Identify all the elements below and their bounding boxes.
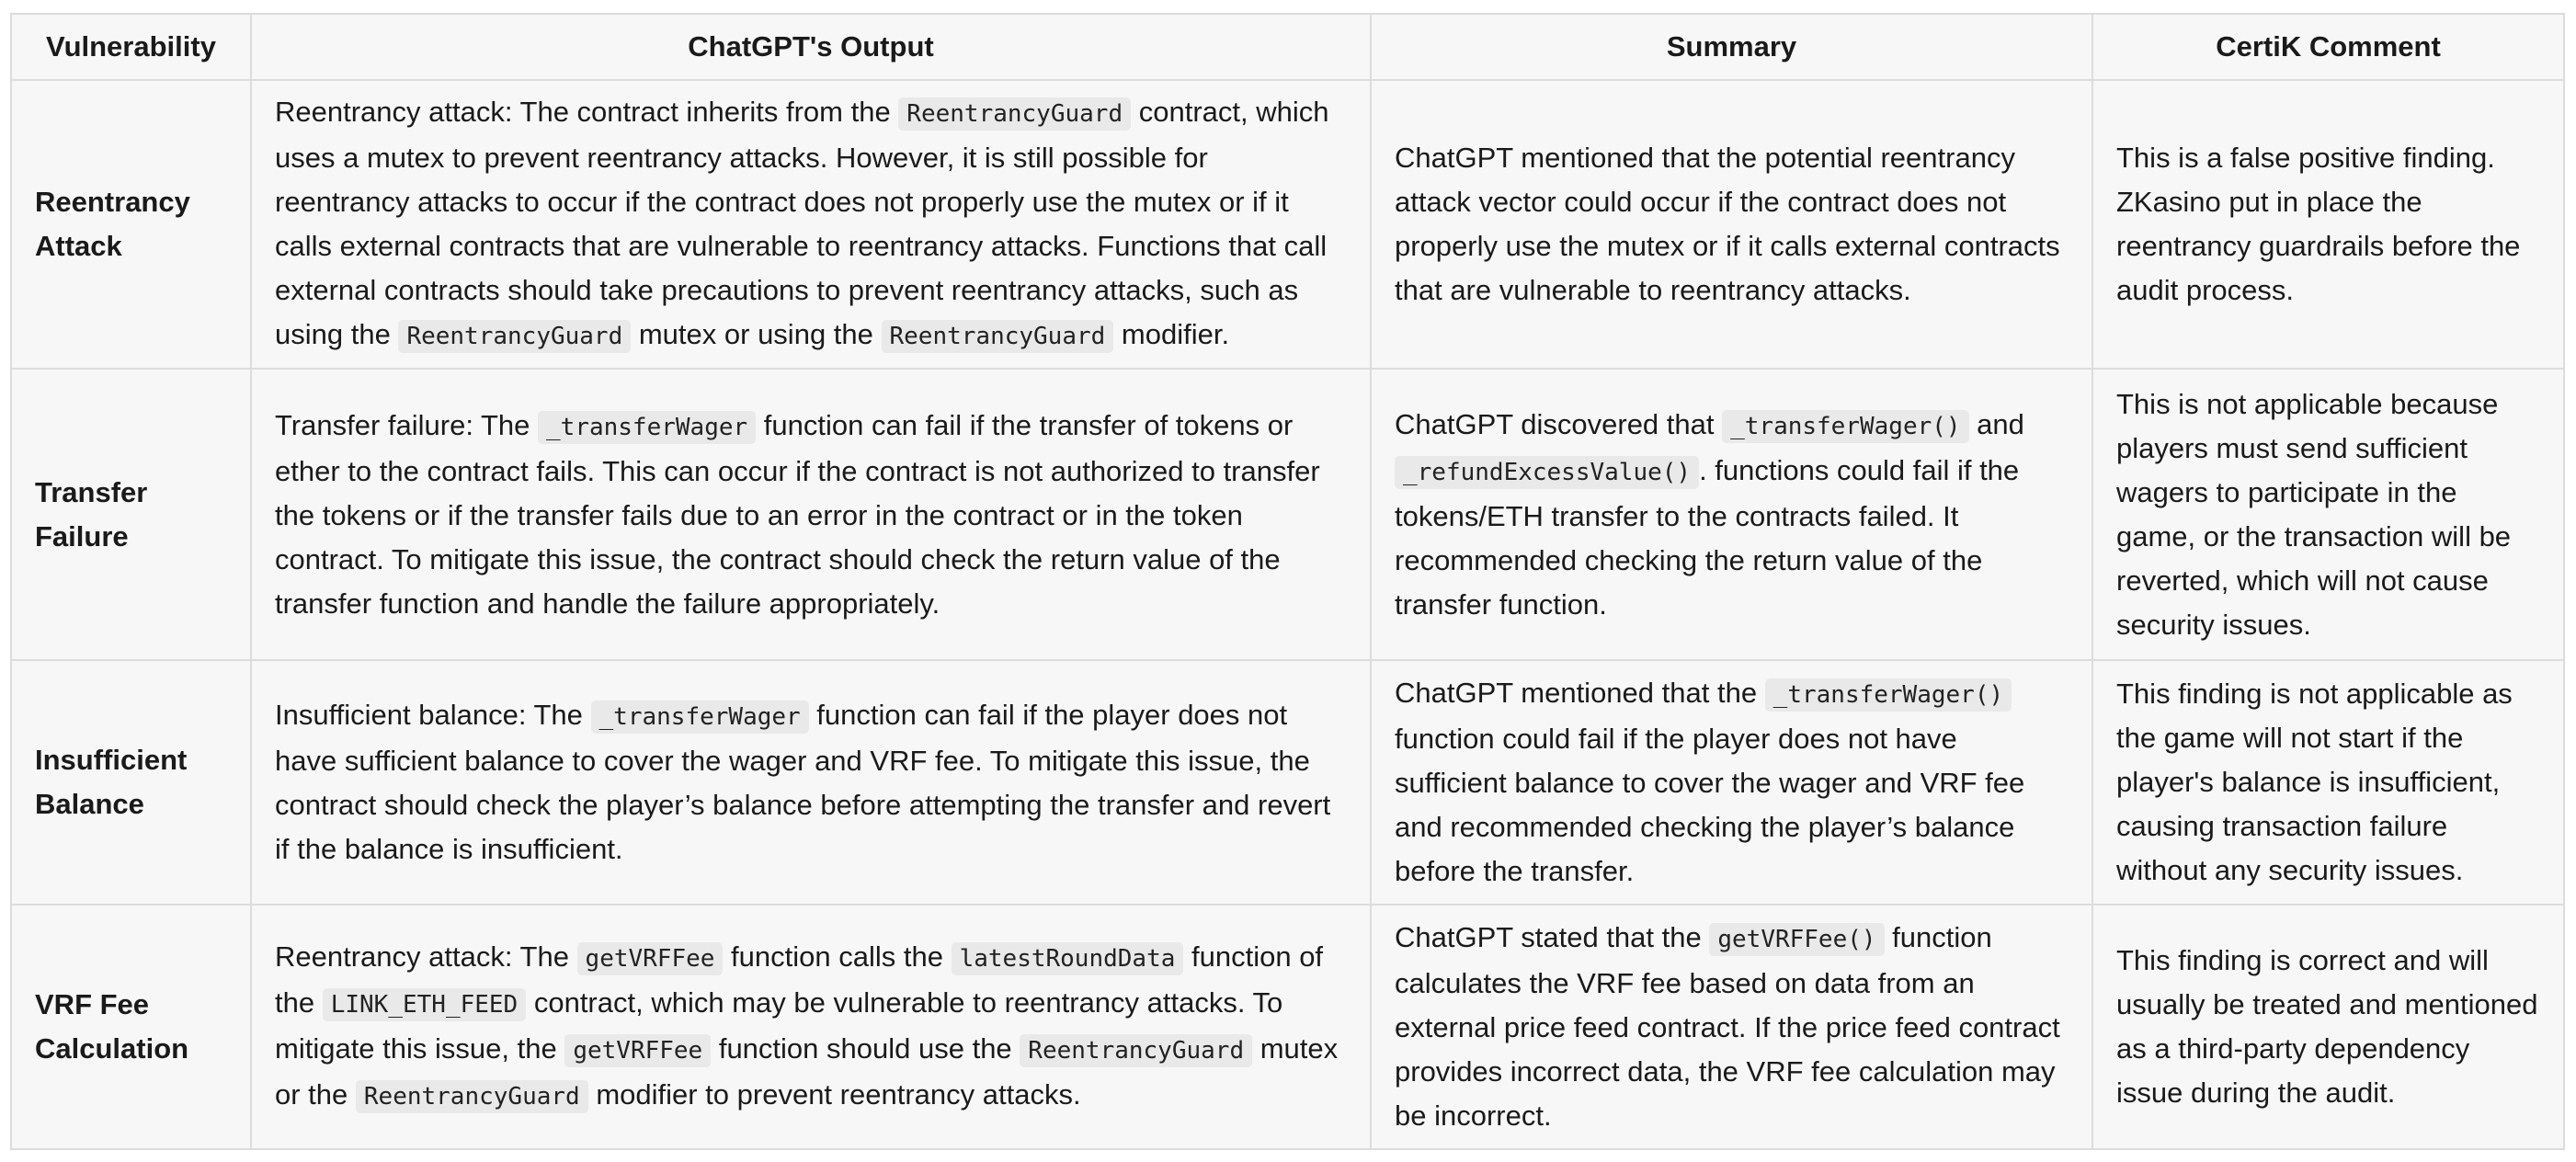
- output-text: Reentrancy attack: The contract inherits from the: [275, 96, 899, 128]
- code-snippet: getVRFFee: [577, 942, 724, 975]
- output-text: function should use the: [711, 1032, 1020, 1065]
- code-snippet: LINK_ETH_FEED: [323, 988, 527, 1021]
- vulnerability-name-line: Calculation: [35, 1032, 189, 1065]
- code-snippet: ReentrancyGuard: [1020, 1034, 1252, 1067]
- code-snippet: _refundExcessValue(): [1395, 456, 1699, 489]
- output-text: contract, which uses a mutex to prevent reentrancy attacks. However, it is still possible for reentrancy attacks to occur if the contract does not properly use the mutex or if it calls external contracts that are vulnerable to reentrancy attacks. Functions that call external contracts should take precautions to prevent reentrancy attacks, such as using the: [275, 96, 1329, 350]
- vulnerability-name-line: Transfer: [35, 475, 148, 508]
- certik-comment-cell: This finding is not applicable as the game will not start if the player's balance is insufficient, causing transaction failure without any security issues.: [2092, 660, 2564, 905]
- code-snippet: ReentrancyGuard: [882, 320, 1114, 353]
- summary-cell: [1371, 369, 2092, 660]
- summary-text: . functions could fail if the tokens/ETH transfer to the contracts failed. It recommended checking the return value of the transfer function.: [1395, 453, 2020, 621]
- certik-comment-cell: This is not applicable because players must send sufficient wagers to participate in the game, or the transaction will be reverted, which will not cause security issues.: [2092, 369, 2564, 660]
- header-chatgpt-output: ChatGPT's Output: [251, 14, 1371, 80]
- output-text: Transfer failure: The: [275, 408, 539, 441]
- summary-text: ChatGPT stated that the: [1395, 921, 1710, 953]
- vulnerability-cell: [11, 369, 251, 660]
- output-text: contract, which may be vulnerable to reentrancy attacks. To mitigate this issue, the: [275, 986, 1283, 1065]
- output-text: function can fail if the player does not have sufficient balance to cover the wager and VRF fee. To mitigate this issue, the contract should check the player’s balance before attempting the transfer and revert if the balance is insufficient.: [275, 699, 1331, 865]
- table-row: [11, 660, 2564, 905]
- output-text: function of the: [275, 940, 1324, 1019]
- table-row: [11, 905, 2564, 1149]
- summary-text: ChatGPT discovered that: [1395, 407, 1723, 440]
- chatgpt-output-cell: [251, 369, 1371, 660]
- output-text: function can fail if the transfer of tokens or ether to the contract fails. This can occur if the contract is not authorized to transfer the tokens or if the transfer fails due to an error in the contract or in the token contract. To mitigate this issue, the contract should check the return value of the transfer function and handle the failure appropriately.: [275, 408, 1320, 620]
- vulnerability-name-line: Insufficient: [35, 744, 188, 776]
- vulnerability-cell: [11, 660, 251, 905]
- vulnerability-name-line: VRF Fee: [35, 988, 150, 1020]
- chatgpt-output-cell: [251, 660, 1371, 905]
- code-snippet: ReentrancyGuard: [898, 97, 1131, 131]
- header-vulnerability: Vulnerability: [11, 14, 251, 80]
- chatgpt-output-cell: [251, 80, 1371, 369]
- vulnerability-name-line: Reentrancy: [35, 186, 190, 218]
- summary-cell: [1371, 80, 2092, 369]
- code-snippet: getVRFFee(): [1709, 923, 1884, 956]
- summary-text: ChatGPT mentioned that the: [1395, 677, 1765, 709]
- header-certik-comment: CertiK Comment: [2092, 14, 2564, 80]
- output-text: Insufficient balance: The: [275, 699, 591, 731]
- code-snippet: _transferWager: [591, 701, 809, 734]
- vulnerability-cell: [11, 905, 251, 1149]
- code-snippet: _transferWager: [538, 411, 756, 444]
- vulnerability-name-line: Balance: [35, 788, 144, 820]
- summary-cell: [1371, 905, 2092, 1149]
- comparison-table-container: [10, 13, 2563, 1150]
- summary-cell: [1371, 660, 2092, 905]
- output-text: Reentrancy attack: The: [275, 940, 577, 973]
- output-text: modifier to prevent reentrancy attacks.: [587, 1078, 1081, 1111]
- summary-text: function calculates the VRF fee based on data from an external price feed contract. If the price feed contract provides incorrect data, the VRF fee calculation may be incorrect.: [1395, 921, 2060, 1132]
- table-row: [11, 80, 2564, 369]
- output-text: function calls the: [723, 940, 952, 973]
- vulnerability-cell: [11, 80, 251, 369]
- chatgpt-output-cell: [251, 905, 1371, 1149]
- vulnerability-name-line: Failure: [35, 519, 129, 553]
- summary-text: ChatGPT mentioned that the potential reentrancy attack vector could occur if the contract does not properly use the mutex or if it calls external contracts that are vulnerable to reentrancy attacks.: [1395, 142, 2060, 306]
- vulnerability-comparison-table: [10, 13, 2565, 1150]
- certik-comment-cell: This finding is correct and will usually be treated and mentioned as a third-party dependency issue during the audit.: [2092, 905, 2564, 1149]
- output-text: mutex or using the: [631, 318, 882, 350]
- code-snippet: _transferWager(): [1722, 410, 1968, 443]
- summary-text: function could fail if the player does not have sufficient balance to cover the wager and VRF fee and recommended checking the player’s balance before the transfer.: [1395, 723, 2025, 887]
- code-snippet: _transferWager(): [1765, 678, 2012, 712]
- table-row: [11, 369, 2564, 660]
- certik-comment-cell: This is a false positive finding. ZKasino put in place the reentrancy guardrails before the audit process.: [2092, 80, 2564, 369]
- summary-text: and: [1968, 407, 2024, 440]
- header-row: [11, 14, 2564, 80]
- code-snippet: latestRoundData: [952, 942, 1184, 975]
- vulnerability-name-line: Attack: [35, 230, 122, 262]
- output-text: modifier.: [1113, 318, 1230, 350]
- code-snippet: ReentrancyGuard: [398, 320, 631, 353]
- header-summary: Summary: [1371, 14, 2092, 80]
- code-snippet: ReentrancyGuard: [356, 1080, 588, 1113]
- code-snippet: getVRFFee: [564, 1034, 711, 1067]
- output-text: mutex or the: [275, 1032, 1339, 1111]
